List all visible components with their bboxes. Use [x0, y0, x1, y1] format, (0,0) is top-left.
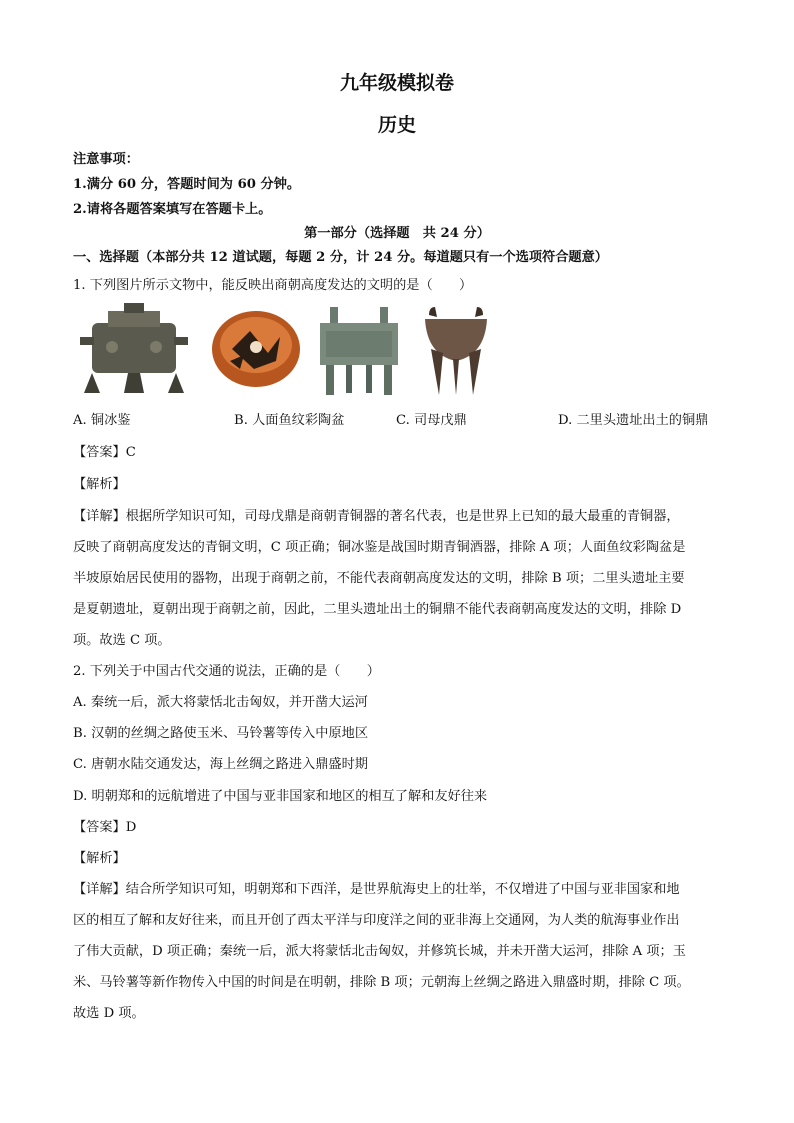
notes-heading: 注意事项：	[73, 152, 139, 167]
detail-line: 【详解】根据所学知识可知，司母戊鼎是商朝青铜器的著名代表，也是世界上已知的最大最重的青铜器，	[73, 509, 680, 524]
answer-label: 【答案】D	[73, 820, 137, 835]
detail-line: 【详解】结合所学知识可知，明朝郑和下西洋，是世界航海史上的壮举，不仅增进了中国与亚非国家和地	[73, 882, 680, 897]
question-stem: 2. 下列关于中国古代交通的说法，正确的是（ ）	[73, 664, 380, 679]
option-b: B. 汉朝的丝绸之路使玉米、马铃薯等传入中原地区	[73, 726, 369, 741]
analysis-label: 【解析】	[73, 477, 126, 492]
option-b: B. 人面鱼纹彩陶盆	[234, 413, 345, 428]
option-c: C. 司母戊鼎	[396, 413, 467, 428]
option-d: D. 二里头遗址出土的铜鼎	[558, 413, 709, 428]
detail-line: 故选 D 项。	[73, 1006, 145, 1021]
detail-line: 了伟大贡献，D 项正确；秦统一后，派大将蒙恬北击匈奴，并修筑长城，并未开凿大运河，排除 A 项；玉	[73, 944, 686, 959]
artifact-images	[73, 303, 473, 403]
detail-line: 是夏朝遗址，夏朝出现于商朝之前，因此，二里头遗址出土的铜鼎不能代表商朝高度发达的文明，排除 D	[73, 602, 682, 617]
q1-options	[73, 409, 753, 429]
note-item: 1.满分 60 分，答题时间为 60 分钟。	[73, 177, 301, 192]
painted-pottery-basin-image	[210, 309, 302, 389]
section-heading: 一、选择题（本部分共 12 道试题，每题 2 分，计 24 分。每道题只有一个选项符合题意）	[73, 250, 608, 265]
detail-line: 区的相互了解和友好往来，而且开创了西太平洋与印度洋之间的亚非海上交通网，为人类的航海事业作出	[73, 913, 680, 928]
detail-line: 项。故选 C 项。	[73, 633, 171, 648]
option-a: A. 铜冰鉴	[73, 413, 131, 428]
detail-line: 反映了商朝高度发达的青铜文明，C 项正确；铜冰鉴是战国时期青铜酒器，排除 A 项；人面鱼纹彩陶盆是	[73, 540, 686, 555]
answer-label: 【答案】C	[73, 445, 136, 460]
note-item: 2.请将各题答案填写在答题卡上。	[73, 202, 272, 217]
erlitou-bronze-ding-image	[419, 305, 493, 399]
part-title: 第一部分（选择题 共 24 分）	[304, 226, 490, 241]
detail-line: 半坡原始居民使用的器物，出现于商朝之前，不能代表商朝高度发达的文明，排除 B 项；二里头遗址主要	[73, 571, 685, 586]
question-stem: 1. 下列图片所示文物中，能反映出商朝高度发达的文明的是（ ）	[73, 278, 473, 293]
exam-title: 九年级模拟卷	[339, 72, 454, 94]
option-a: A. 秦统一后，派大将蒙恬北击匈奴，并开凿大运河	[73, 695, 368, 710]
option-d: D. 明朝郑和的远航增进了中国与亚非国家和地区的相互了解和友好往来	[73, 789, 488, 804]
simuwu-ding-image	[316, 303, 402, 399]
detail-line: 米、马铃薯等新作物传入中国的时间是在明朝，排除 B 项；元朝海上丝绸之路进入鼎盛时期，排除 C 项。	[73, 975, 690, 990]
analysis-label: 【解析】	[73, 851, 126, 866]
subject-title: 历史	[377, 114, 416, 136]
bronze-ice-vessel-image	[78, 303, 190, 399]
option-c: C. 唐朝水陆交通发达，海上丝绸之路进入鼎盛时期	[73, 757, 368, 772]
